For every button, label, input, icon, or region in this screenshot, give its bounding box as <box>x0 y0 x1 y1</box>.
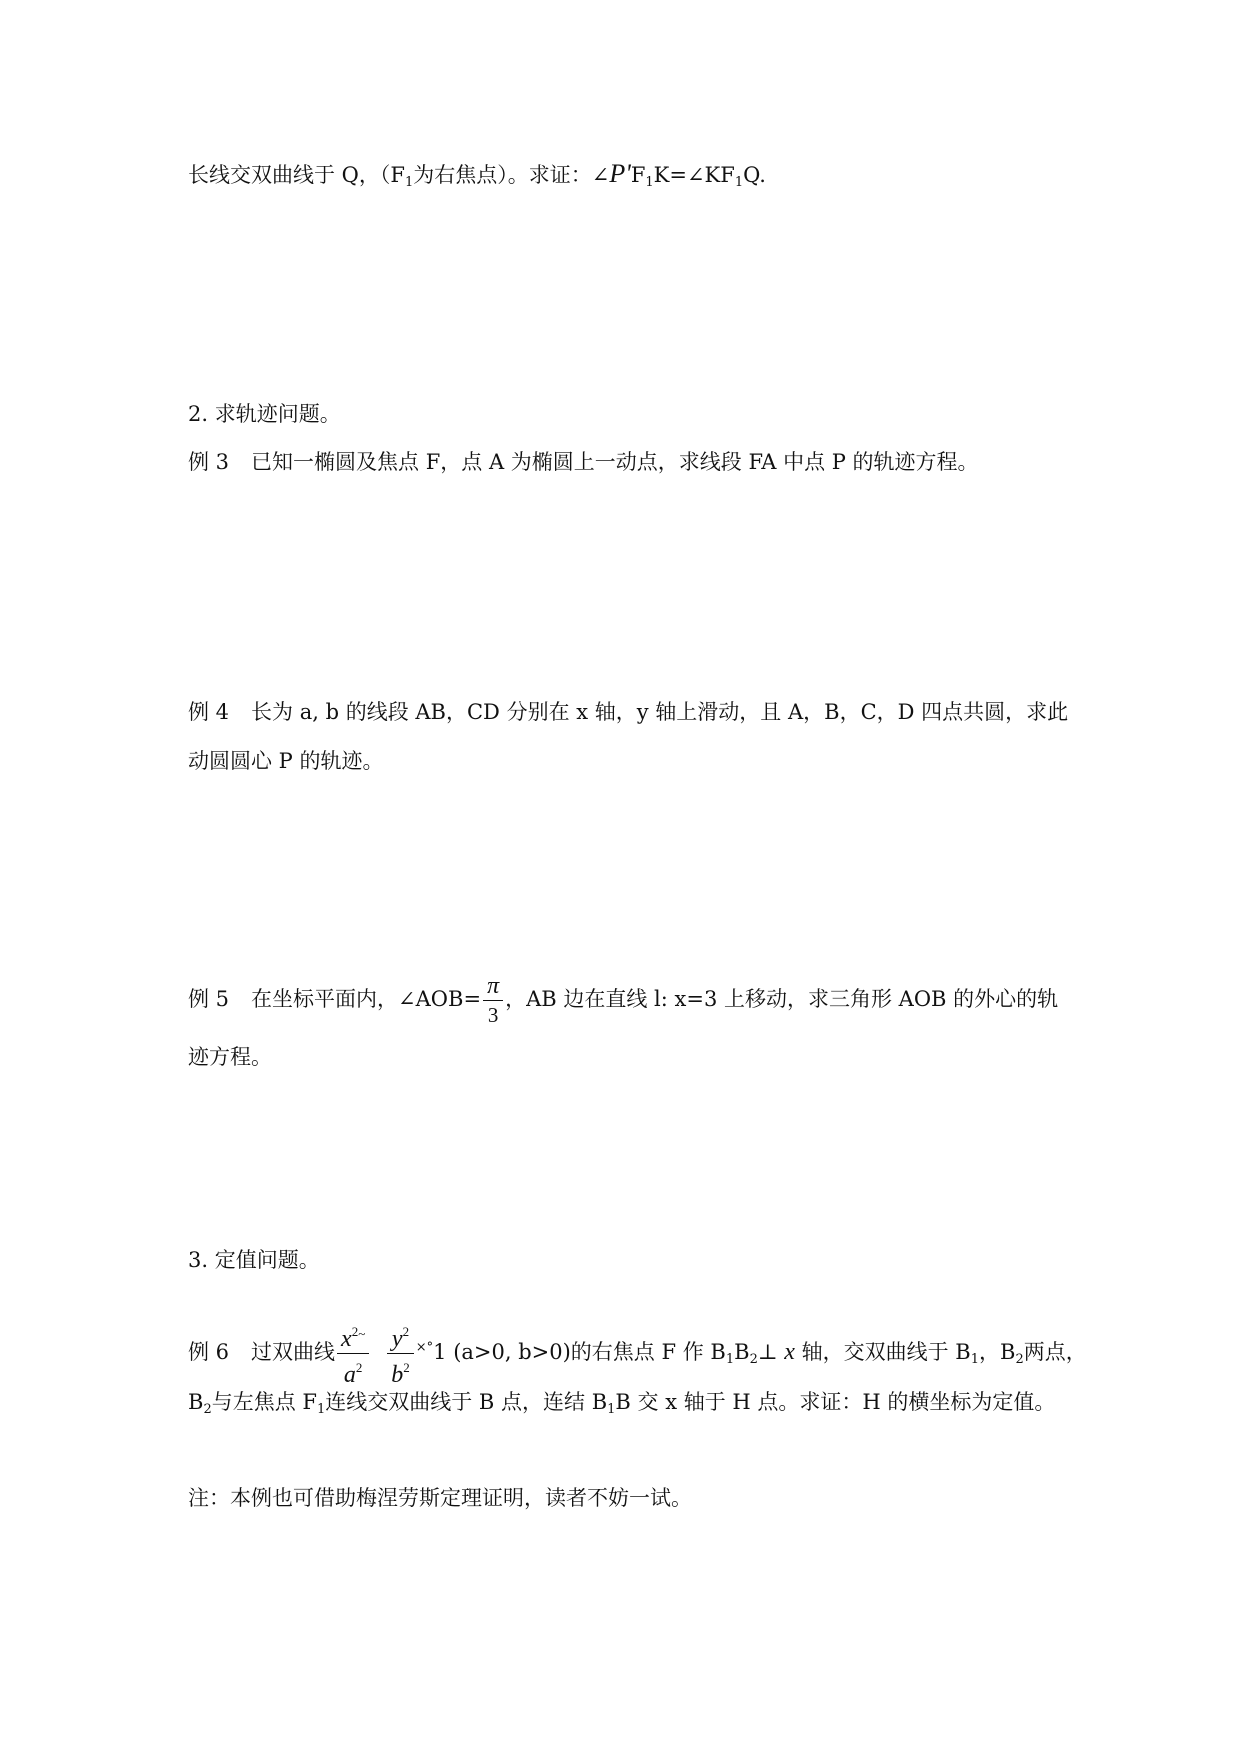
subscript: 1 <box>404 175 414 190</box>
x-squared-over-a-squared <box>337 1318 369 1389</box>
example-label: 例 4 <box>188 700 230 724</box>
text: 为右焦点）。求证：∠ <box>413 163 610 187</box>
example-label: 例 6 <box>188 1340 230 1364</box>
perpendicular-symbol: ⊥ <box>757 1340 778 1364</box>
note: 注：本例也可借助梅涅劳斯定理证明，读者不妨一试。 <box>188 1486 692 1510</box>
pi-over-3-fraction <box>483 972 503 1029</box>
fraction-denominator: $a^2$ <box>343 1360 363 1388</box>
text: Q. <box>743 163 766 187</box>
text: K=∠KF <box>653 163 735 187</box>
section-heading-2: 2. 求轨迹问题。 <box>188 402 341 426</box>
example-3 <box>188 448 979 476</box>
example-6-line-2: $B_2$与左焦点 $F_1$连线交双曲线于 B 点，连结 $B_1B$ 交 x 轴于 H 点。求证：H 的横坐标为定值。 <box>188 1390 1056 1417</box>
text: 长线交双曲线于 Q，（F <box>188 163 405 187</box>
example-text: 已知一椭圆及焦点 F，点 A 为椭圆上一动点，求线段 FA 中点 P 的轨迹方程。 <box>251 450 979 474</box>
fraction-numerator: $y^2$ <box>387 1318 414 1354</box>
fraction-numerator: $x^{2\sim}$ <box>337 1318 369 1354</box>
problem-continuation-line <box>188 160 766 197</box>
subscript: 1 <box>645 175 654 190</box>
example-5-line-2: 迹方程。 <box>188 1045 272 1069</box>
text: F <box>630 163 646 187</box>
p-prime-symbol: P' <box>609 159 631 188</box>
example-5-line-1 <box>188 972 1058 1029</box>
example-text: 在坐标平面内，∠AOB= <box>251 987 482 1011</box>
example-6-line-1: 例 6 过双曲线 $\frac{x^{2\sim}}{a^2}$ $\frac{y^2}{b^2}$ ×°1 (a>0, b>0)的右焦点 F 作 $B_1B_2\perp$ x 轴，交双曲线于 $B_1$，$B_2$两点， <box>188 1318 1087 1389</box>
example-label: 例 3 <box>188 450 230 474</box>
subscript: 1 <box>734 175 744 190</box>
example-text: 过双曲线 <box>251 1340 336 1364</box>
fraction-denominator: 3 <box>487 1003 499 1027</box>
example-text: 1 (a>0, b>0)的右焦点 F 作 B <box>433 1340 726 1364</box>
fraction-denominator: $b^2$ <box>391 1360 410 1388</box>
section-heading-3: 3. 定值问题。 <box>188 1248 320 1272</box>
y-squared-over-b-squared <box>387 1318 414 1389</box>
fraction-numerator: π <box>483 972 503 1001</box>
example-text: 长为 a, b 的线段 AB，CD 分别在 x 轴，y 轴上滑动，且 A，B，C，D 四点共圆，求此 <box>251 700 1069 724</box>
example-label: 例 5 <box>188 987 230 1011</box>
example-4-line-1 <box>188 698 1068 726</box>
example-4-line-2: 动圆圆心 P 的轨迹。 <box>188 749 384 773</box>
x-variable: x <box>784 1339 795 1365</box>
example-text: ，AB 边在直线 l: x=3 上移动，求三角形 AOB 的外心的轨 <box>505 987 1059 1011</box>
garbled-glyph: ×° <box>415 1340 434 1355</box>
